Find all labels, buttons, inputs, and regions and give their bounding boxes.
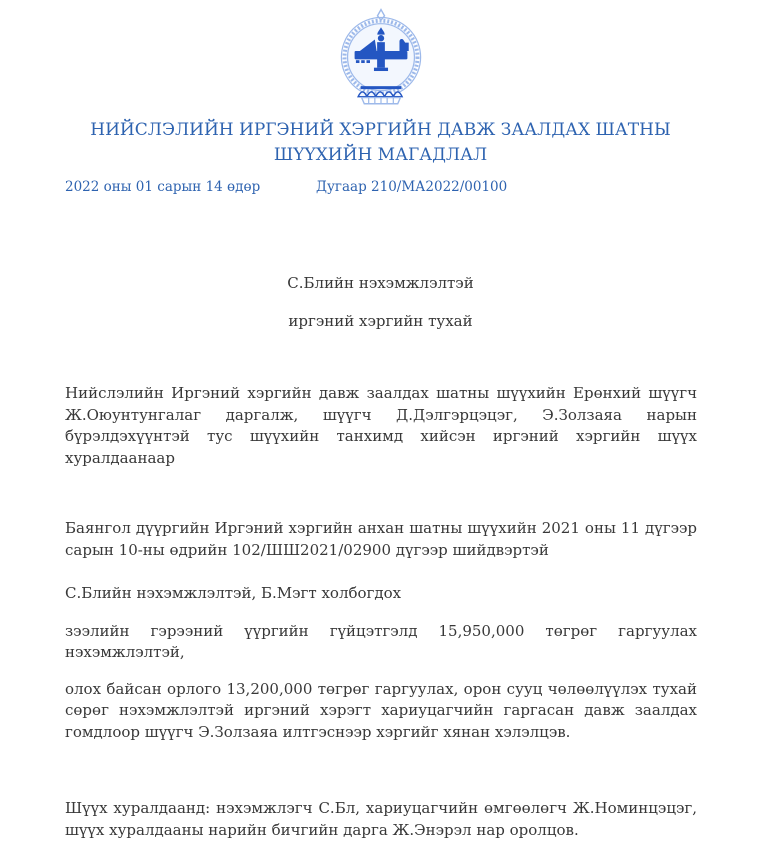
paragraph-counterclaim-review: олох байсан орлого 13,200,000 төгрөг гаргуулах, орон сууц чөлөөлүүлэх тухай сөрөг нэхэмжлэлтэй иргэний хэрэгт хариуцагчийн гаргасан давж заалдах гомдлоор шүүгч Э.Золзаяа илтгэснээр хэргийг хянан хэлэлцэв. xyxy=(65,679,697,741)
case-subject-line: иргэний хэргийн тухай xyxy=(288,312,473,330)
paragraph-loan-claim: зээлийн гэрээний үүргийн гүйцэтгэлд 15,950,000 төгрөг гаргуулах нэхэмжлэлтэй, xyxy=(65,621,697,661)
plaintiff-line: С.Блийн нэхэмжлэлтэй xyxy=(287,274,474,292)
document-date: 2022 оны 01 сарын 14 өдөр xyxy=(65,179,261,195)
paragraph-court-composition: Нийслэлийн Иргэний хэргийн давж заалдах шатны шүүхийн Ерөнхий шүүгч Ж.Оюунтунгалаг даргалж, шүүгч Д.Дэлгэрцэцэг, Э.Золзаяа нарын бүрэлдэхүүнтэй тус шүүхийн танхимд хийсэн иргэний хэргийн шүүх хуралдаанаар xyxy=(65,384,697,467)
case-number: Дугаар 210/МА2022/00100 xyxy=(316,179,508,195)
paragraph-parties: С.Блийн нэхэмжлэлтэй, Б.Мэгт холбогдох xyxy=(65,584,402,602)
mongolia-state-emblem-icon xyxy=(337,8,425,108)
document-meta-row xyxy=(65,179,697,197)
court-decision-document xyxy=(0,8,761,839)
document-title: НИЙСЛЭЛИЙН ИРГЭНИЙ ХЭРГИЙН ДАВЖ ЗААЛДАХ ШАТНЫ ШҮҮХИЙН МАГАДЛАЛ xyxy=(90,120,671,165)
paragraph-first-instance-decision: Баянгол дүүргийн Иргэний хэргийн анхан шатны шүүхийн 2021 оны 11 дүгээр сарын 10-ны өдрийн 102/ШШ2021/02900 дүгээр шийдвэртэй xyxy=(65,519,697,559)
paragraph-hearing-participants: Шүүх хуралдаанд: нэхэмжлэгч С.Бл, хариуцагчийн өмгөөлөгч Ж.Номинцэцэг, шүүх хуралдааны нарийн бичгийн дарга Ж.Энэрэл нар оролцов. xyxy=(65,799,697,839)
